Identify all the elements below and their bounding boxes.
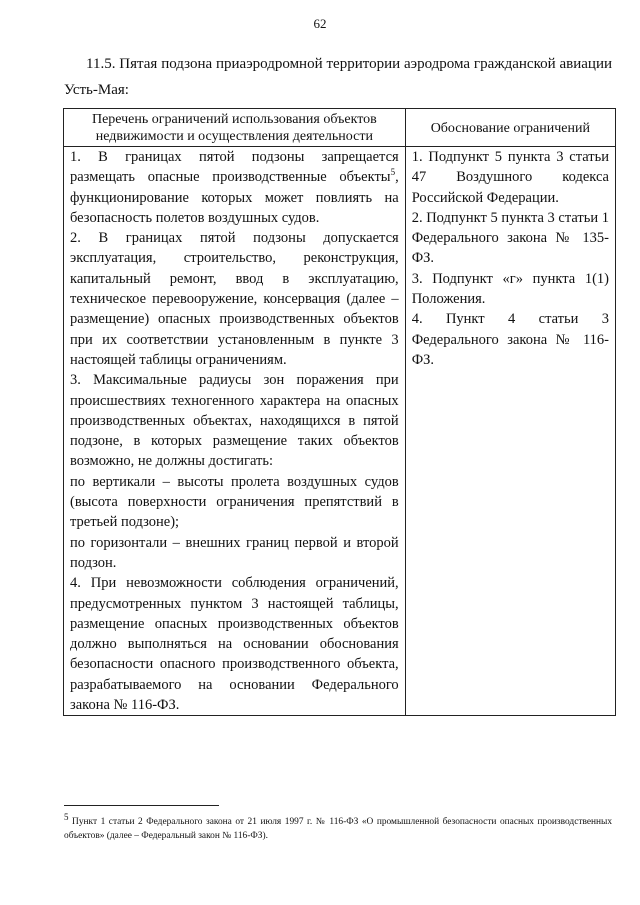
justification-cell bbox=[405, 147, 615, 716]
table-row bbox=[64, 147, 616, 716]
restrictions-cell bbox=[64, 147, 406, 716]
restriction-item-3-vertical: по вертикали – высоты пролета воздушных судов (высота поверхности ограничения препятствий в третьей подзоне); bbox=[70, 473, 399, 531]
restriction-item-3: 3. Максимальные радиусы зон поражения при происшествиях техногенного характера на опасных производственных объектах, находящихся в пятой подзоне, в которых размещение таких объектов возможно, не должны достигать: bbox=[70, 372, 399, 470]
footnote-reference: 5 bbox=[390, 167, 396, 178]
footnote bbox=[64, 811, 613, 843]
justification-item-2: 2. Подпункт 5 пункта 3 статьи 1 Федерального закона № 135-ФЗ. bbox=[411, 209, 609, 267]
restriction-item-1 bbox=[70, 147, 399, 228]
header-justification: Обоснование ограничений bbox=[405, 109, 615, 147]
restriction-item-1-part-b: , функционирование которых может повлиять на безопасность полетов воздушных судов. bbox=[70, 169, 399, 226]
page-number: 62 bbox=[313, 16, 327, 31]
footnote-marker: 5 bbox=[64, 811, 69, 822]
table-header-row bbox=[64, 109, 616, 147]
justification-item-1: 1. Подпункт 5 пункта 3 статьи 47 Воздушного кодекса Российской Федерации. bbox=[411, 149, 609, 206]
justification-item-3: 3. Подпункт «г» пункта 1(1) Положения. bbox=[411, 270, 609, 308]
restriction-item-3-horizontal: по горизонтали – внешних границ первой и второй подзон. bbox=[70, 534, 399, 571]
footnote-divider bbox=[64, 805, 219, 806]
footnote-text: Пункт 1 статьи 2 Федерального закона от 21 июля 1997 г. № 116-ФЗ «О промышленной безопасности опасных производственных объектов» (далее – Федеральный закон № 116-ФЗ). bbox=[64, 817, 613, 841]
justification-item-4: 4. Пункт 4 статьи 3 Федерального закона № 116-ФЗ. bbox=[411, 311, 609, 368]
restriction-item-4: 4. При невозможности соблюдения ограничений, предусмотренных пунктом 3 настоящей таблицы, размещение опасных производственных объектов должно выполняться на основании обоснования безопасности опасного производственного объекта, разрабатываемого на основании Федерального закона № 116-ФЗ. bbox=[70, 575, 399, 714]
restriction-item-1-part-a: 1. В границах пятой подзоны запрещается размещать опасные производственные объекты bbox=[70, 149, 399, 186]
restriction-item-2: 2. В границах пятой подзоны допускается эксплуатация, строительство, реконструкция, капитальный ремонт, ввод в эксплуатацию, техническое перевооружение, консервация (далее – размещение) опасных производственных объектов при их соответствии установленным в пункте 3 настоящей таблицы ограничениям. bbox=[70, 230, 399, 368]
restrictions-table bbox=[63, 108, 616, 716]
section-heading: 11.5. Пятая подзона приаэродромной территории аэродрома гражданской авиации Усть-Мая: bbox=[64, 56, 612, 98]
header-restrictions-list: Перечень ограничений использования объектов недвижимости и осуществления деятельности bbox=[64, 109, 406, 147]
